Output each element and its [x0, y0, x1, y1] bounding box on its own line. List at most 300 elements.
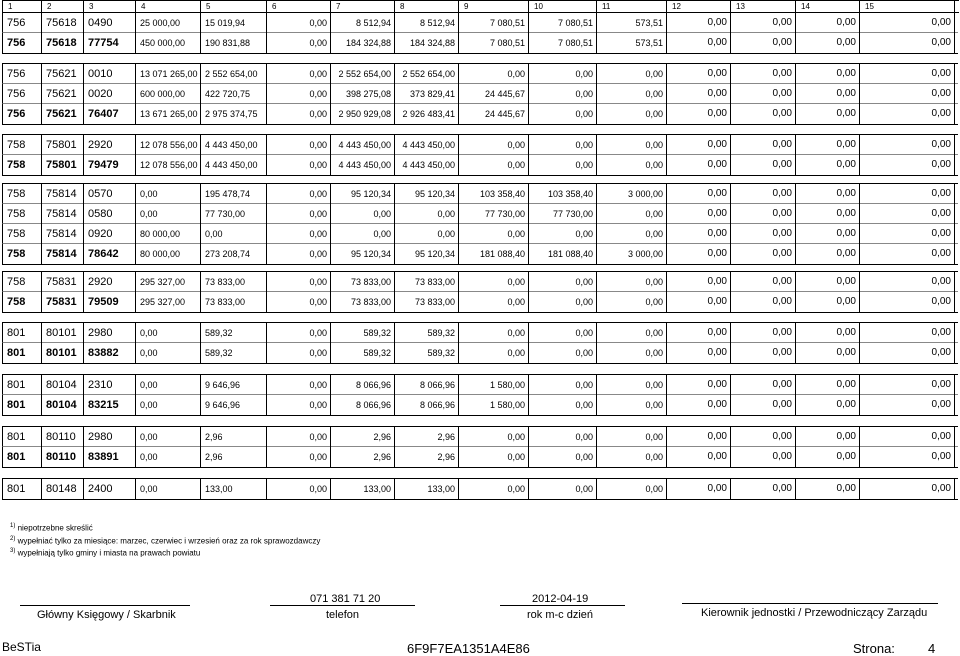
row-group	[2, 271, 958, 313]
cell-col-14: 0,00	[796, 375, 860, 395]
subtotal-row	[2, 447, 958, 467]
cell-col-10: 0,00	[529, 292, 597, 312]
cell-col-1: 801	[3, 395, 42, 415]
cell-col-15: 0,00	[860, 272, 955, 292]
cell-col-2: 80101	[42, 323, 84, 343]
cell-col-10: 0,00	[529, 343, 597, 363]
cell-col-4: 0,00	[136, 323, 201, 343]
cell-col-12: 0,00	[667, 272, 731, 292]
column-number-4: 4	[136, 1, 201, 12]
cell-col-4: 80 000,00	[136, 224, 201, 244]
cell-col-1: 756	[3, 13, 42, 33]
cell-col-5: 2,96	[201, 427, 267, 447]
cell-col-10: 7 080,51	[529, 13, 597, 33]
cell-col-4: 13 671 265,00	[136, 104, 201, 124]
cell-col-6: 0,00	[267, 479, 331, 499]
cell-col-6: 0,00	[267, 447, 331, 467]
cell-col-8: 95 120,34	[395, 184, 459, 204]
cell-col-5: 2 552 654,00	[201, 64, 267, 84]
cell-col-12: 0,00	[667, 104, 731, 124]
cell-col-1: 758	[3, 292, 42, 312]
cell-col-10: 0,00	[529, 224, 597, 244]
cell-col-7: 73 833,00	[331, 272, 395, 292]
cell-col-2: 75831	[42, 272, 84, 292]
cell-col-1: 801	[3, 375, 42, 395]
cell-col-9: 181 088,40	[459, 244, 529, 264]
table-row	[2, 479, 958, 499]
cell-col-8: 373 829,41	[395, 84, 459, 104]
cell-col-14: 0,00	[796, 84, 860, 104]
table-row	[2, 13, 958, 33]
cell-col-1: 801	[3, 323, 42, 343]
cell-col-3: 0570	[84, 184, 136, 204]
cell-col-5: 133,00	[201, 479, 267, 499]
cell-col-5: 0,00	[201, 224, 267, 244]
cell-col-13: 0,00	[731, 64, 796, 84]
cell-col-2: 75814	[42, 204, 84, 224]
cell-col-8: 95 120,34	[395, 244, 459, 264]
cell-col-5: 4 443 450,00	[201, 135, 267, 155]
cell-col-12: 0,00	[667, 155, 731, 175]
cell-col-3: 0010	[84, 64, 136, 84]
table-row	[2, 323, 958, 343]
table-row	[2, 135, 958, 155]
cell-col-2: 75618	[42, 13, 84, 33]
cell-col-1: 756	[3, 84, 42, 104]
cell-col-6: 0,00	[267, 272, 331, 292]
cell-col-6: 0,00	[267, 224, 331, 244]
cell-col-8: 4 443 450,00	[395, 155, 459, 175]
cell-col-15: 0,00	[860, 244, 955, 264]
cell-col-14: 0,00	[796, 184, 860, 204]
accountant-signature-line	[20, 605, 190, 606]
cell-col-1: 756	[3, 104, 42, 124]
cell-col-13: 0,00	[731, 427, 796, 447]
cell-col-8: 184 324,88	[395, 33, 459, 53]
cell-col-13: 0,00	[731, 33, 796, 53]
cell-col-14: 0,00	[796, 427, 860, 447]
cell-col-4: 12 078 556,00	[136, 155, 201, 175]
cell-col-12: 0,00	[667, 33, 731, 53]
row-group	[2, 183, 958, 265]
cell-col-4: 13 071 265,00	[136, 64, 201, 84]
cell-col-5: 2,96	[201, 447, 267, 467]
cell-col-14: 0,00	[796, 292, 860, 312]
accountant-label: Główny Księgowy / Skarbnik	[37, 609, 176, 621]
cell-col-15: 0,00	[860, 104, 955, 124]
subtotal-row	[2, 244, 958, 264]
cell-col-2: 75814	[42, 224, 84, 244]
cell-col-11: 573,51	[597, 13, 667, 33]
cell-col-7: 2 552 654,00	[331, 64, 395, 84]
cell-col-15: 0,00	[860, 343, 955, 363]
cell-col-4: 600 000,00	[136, 84, 201, 104]
row-group	[2, 322, 958, 364]
cell-col-9: 0,00	[459, 272, 529, 292]
cell-col-15: 0,00	[860, 224, 955, 244]
cell-col-1: 801	[3, 479, 42, 499]
cell-col-3: 2400	[84, 479, 136, 499]
cell-col-12: 0,00	[667, 292, 731, 312]
cell-col-2: 75621	[42, 104, 84, 124]
cell-col-8: 133,00	[395, 479, 459, 499]
cell-col-4: 295 327,00	[136, 272, 201, 292]
cell-col-11: 0,00	[597, 204, 667, 224]
cell-col-4: 295 327,00	[136, 292, 201, 312]
cell-col-13: 0,00	[731, 204, 796, 224]
cell-col-5: 73 833,00	[201, 292, 267, 312]
cell-col-3: 0020	[84, 84, 136, 104]
cell-col-7: 2 950 929,08	[331, 104, 395, 124]
cell-col-7: 0,00	[331, 204, 395, 224]
cell-col-7: 95 120,34	[331, 244, 395, 264]
cell-col-1: 756	[3, 33, 42, 53]
column-number-10: 10	[529, 1, 597, 12]
cell-col-11: 0,00	[597, 343, 667, 363]
column-number-8: 8	[395, 1, 459, 12]
cell-col-2: 75814	[42, 184, 84, 204]
cell-col-12: 0,00	[667, 135, 731, 155]
cell-col-7: 133,00	[331, 479, 395, 499]
cell-col-8: 8 512,94	[395, 13, 459, 33]
cell-col-15: 0,00	[860, 155, 955, 175]
column-number-11: 11	[597, 1, 667, 12]
cell-col-8: 2,96	[395, 447, 459, 467]
cell-col-3: 76407	[84, 104, 136, 124]
cell-col-15: 0,00	[860, 323, 955, 343]
cell-col-10: 0,00	[529, 135, 597, 155]
cell-col-7: 4 443 450,00	[331, 155, 395, 175]
footnotes	[10, 521, 320, 559]
cell-col-11: 0,00	[597, 64, 667, 84]
cell-col-6: 0,00	[267, 104, 331, 124]
date-line	[500, 605, 625, 606]
cell-col-8: 0,00	[395, 224, 459, 244]
cell-col-10: 77 730,00	[529, 204, 597, 224]
cell-col-14: 0,00	[796, 13, 860, 33]
cell-col-6: 0,00	[267, 427, 331, 447]
subtotal-row	[2, 395, 958, 415]
cell-col-12: 0,00	[667, 64, 731, 84]
cell-col-10: 0,00	[529, 375, 597, 395]
cell-col-3: 2310	[84, 375, 136, 395]
cell-col-2: 75801	[42, 155, 84, 175]
cell-col-11: 0,00	[597, 323, 667, 343]
cell-col-13: 0,00	[731, 244, 796, 264]
cell-col-4: 80 000,00	[136, 244, 201, 264]
cell-col-14: 0,00	[796, 224, 860, 244]
cell-col-9: 1 580,00	[459, 375, 529, 395]
cell-col-13: 0,00	[731, 395, 796, 415]
cell-col-15: 0,00	[860, 427, 955, 447]
cell-col-4: 0,00	[136, 447, 201, 467]
cell-col-11: 0,00	[597, 104, 667, 124]
cell-col-4: 0,00	[136, 204, 201, 224]
cell-col-5: 4 443 450,00	[201, 155, 267, 175]
cell-col-2: 80110	[42, 447, 84, 467]
subtotal-row	[2, 104, 958, 124]
cell-col-8: 2,96	[395, 427, 459, 447]
cell-col-11: 0,00	[597, 84, 667, 104]
cell-col-15: 0,00	[860, 184, 955, 204]
cell-col-3: 0920	[84, 224, 136, 244]
subtotal-row	[2, 343, 958, 363]
cell-col-10: 0,00	[529, 155, 597, 175]
cell-col-1: 801	[3, 447, 42, 467]
cell-col-15: 0,00	[860, 292, 955, 312]
cell-col-2: 75621	[42, 64, 84, 84]
cell-col-12: 0,00	[667, 204, 731, 224]
cell-col-9: 0,00	[459, 155, 529, 175]
phone-value: 071 381 71 20	[310, 593, 381, 605]
cell-col-11: 0,00	[597, 447, 667, 467]
cell-col-15: 0,00	[860, 479, 955, 499]
cell-col-1: 758	[3, 155, 42, 175]
cell-col-1: 758	[3, 204, 42, 224]
table-row	[2, 375, 958, 395]
cell-col-11: 0,00	[597, 272, 667, 292]
cell-col-7: 589,32	[331, 343, 395, 363]
cell-col-9: 0,00	[459, 64, 529, 84]
cell-col-6: 0,00	[267, 64, 331, 84]
cell-col-11: 3 000,00	[597, 184, 667, 204]
cell-col-2: 75621	[42, 84, 84, 104]
cell-col-4: 0,00	[136, 375, 201, 395]
cell-col-2: 80104	[42, 395, 84, 415]
page-label: Strona:	[853, 641, 895, 656]
app-name: BeSTia	[2, 640, 41, 654]
cell-col-9: 7 080,51	[459, 13, 529, 33]
row-group	[2, 478, 958, 500]
cell-col-4: 450 000,00	[136, 33, 201, 53]
cell-col-9: 77 730,00	[459, 204, 529, 224]
cell-col-7: 8 066,96	[331, 375, 395, 395]
cell-col-6: 0,00	[267, 375, 331, 395]
cell-col-14: 0,00	[796, 244, 860, 264]
cell-col-3: 2920	[84, 135, 136, 155]
cell-col-5: 73 833,00	[201, 272, 267, 292]
subtotal-row	[2, 33, 958, 53]
cell-col-8: 8 066,96	[395, 395, 459, 415]
cell-col-2: 75831	[42, 292, 84, 312]
cell-col-7: 589,32	[331, 323, 395, 343]
cell-col-13: 0,00	[731, 343, 796, 363]
cell-col-12: 0,00	[667, 447, 731, 467]
cell-col-3: 77754	[84, 33, 136, 53]
date-value: 2012-04-19	[532, 593, 589, 605]
cell-col-6: 0,00	[267, 395, 331, 415]
cell-col-14: 0,00	[796, 33, 860, 53]
cell-col-2: 75801	[42, 135, 84, 155]
cell-col-13: 0,00	[731, 84, 796, 104]
cell-col-15: 0,00	[860, 135, 955, 155]
cell-col-10: 0,00	[529, 447, 597, 467]
cell-col-7: 2,96	[331, 427, 395, 447]
cell-col-10: 0,00	[529, 84, 597, 104]
subtotal-row	[2, 155, 958, 175]
cell-col-11: 0,00	[597, 135, 667, 155]
cell-col-8: 2 926 483,41	[395, 104, 459, 124]
cell-col-1: 758	[3, 272, 42, 292]
cell-col-10: 0,00	[529, 64, 597, 84]
cell-col-12: 0,00	[667, 224, 731, 244]
cell-col-13: 0,00	[731, 323, 796, 343]
cell-col-11: 573,51	[597, 33, 667, 53]
row-group	[2, 374, 958, 416]
cell-col-7: 95 120,34	[331, 184, 395, 204]
cell-col-15: 0,00	[860, 33, 955, 53]
cell-col-12: 0,00	[667, 13, 731, 33]
cell-col-10: 0,00	[529, 323, 597, 343]
cell-col-9: 0,00	[459, 479, 529, 499]
cell-col-6: 0,00	[267, 135, 331, 155]
cell-col-5: 15 019,94	[201, 13, 267, 33]
cell-col-9: 0,00	[459, 343, 529, 363]
cell-col-14: 0,00	[796, 272, 860, 292]
cell-col-11: 3 000,00	[597, 244, 667, 264]
cell-col-14: 0,00	[796, 104, 860, 124]
cell-col-8: 0,00	[395, 204, 459, 224]
footnote-3: $^{3)}$ wypełniają tylko gminy i miasta na prawach powiatu	[10, 548, 201, 558]
cell-col-3: 0580	[84, 204, 136, 224]
column-number-13: 13	[731, 1, 796, 12]
row-group	[2, 12, 958, 54]
cell-col-7: 2,96	[331, 447, 395, 467]
cell-col-14: 0,00	[796, 479, 860, 499]
cell-col-5: 2 975 374,75	[201, 104, 267, 124]
cell-col-13: 0,00	[731, 272, 796, 292]
cell-col-9: 0,00	[459, 427, 529, 447]
cell-col-11: 0,00	[597, 375, 667, 395]
cell-col-6: 0,00	[267, 184, 331, 204]
cell-col-12: 0,00	[667, 84, 731, 104]
cell-col-10: 181 088,40	[529, 244, 597, 264]
cell-col-10: 103 358,40	[529, 184, 597, 204]
table-row	[2, 224, 958, 244]
cell-col-15: 0,00	[860, 84, 955, 104]
cell-col-12: 0,00	[667, 343, 731, 363]
cell-col-9: 0,00	[459, 447, 529, 467]
cell-col-7: 8 066,96	[331, 395, 395, 415]
cell-col-10: 7 080,51	[529, 33, 597, 53]
cell-col-7: 398 275,08	[331, 84, 395, 104]
table-row	[2, 64, 958, 84]
cell-col-4: 0,00	[136, 479, 201, 499]
cell-col-1: 756	[3, 64, 42, 84]
cell-col-12: 0,00	[667, 184, 731, 204]
cell-col-3: 0490	[84, 13, 136, 33]
cell-col-13: 0,00	[731, 447, 796, 467]
cell-col-14: 0,00	[796, 343, 860, 363]
cell-col-8: 73 833,00	[395, 292, 459, 312]
cell-col-3: 79509	[84, 292, 136, 312]
cell-col-2: 75618	[42, 33, 84, 53]
cell-col-11: 0,00	[597, 395, 667, 415]
footnote-1: $^{1)}$ niepotrzebne skreślić	[10, 523, 93, 533]
cell-col-15: 0,00	[860, 447, 955, 467]
cell-col-12: 0,00	[667, 395, 731, 415]
cell-col-10: 0,00	[529, 104, 597, 124]
cell-col-3: 78642	[84, 244, 136, 264]
cell-col-5: 589,32	[201, 343, 267, 363]
cell-col-9: 1 580,00	[459, 395, 529, 415]
cell-col-7: 0,00	[331, 224, 395, 244]
cell-col-9: 0,00	[459, 224, 529, 244]
cell-col-12: 0,00	[667, 375, 731, 395]
cell-col-6: 0,00	[267, 292, 331, 312]
phone-line	[270, 605, 415, 606]
cell-col-2: 80104	[42, 375, 84, 395]
cell-col-12: 0,00	[667, 323, 731, 343]
cell-col-5: 9 646,96	[201, 375, 267, 395]
cell-col-7: 8 512,94	[331, 13, 395, 33]
page-number: 4	[928, 641, 936, 656]
cell-col-11: 0,00	[597, 479, 667, 499]
cell-col-8: 589,32	[395, 343, 459, 363]
column-number-14: 14	[796, 1, 860, 12]
table-row	[2, 204, 958, 224]
cell-col-4: 25 000,00	[136, 13, 201, 33]
cell-col-1: 758	[3, 135, 42, 155]
cell-col-15: 0,00	[860, 64, 955, 84]
column-number-9: 9	[459, 1, 529, 12]
cell-col-4: 0,00	[136, 343, 201, 363]
cell-col-5: 422 720,75	[201, 84, 267, 104]
cell-col-7: 73 833,00	[331, 292, 395, 312]
cell-col-4: 0,00	[136, 395, 201, 415]
cell-col-14: 0,00	[796, 204, 860, 224]
cell-col-15: 0,00	[860, 204, 955, 224]
cell-col-15: 0,00	[860, 395, 955, 415]
row-group	[2, 134, 958, 176]
cell-col-6: 0,00	[267, 155, 331, 175]
cell-col-3: 83215	[84, 395, 136, 415]
cell-col-2: 80110	[42, 427, 84, 447]
cell-col-7: 184 324,88	[331, 33, 395, 53]
cell-col-13: 0,00	[731, 155, 796, 175]
cell-col-2: 80101	[42, 343, 84, 363]
cell-col-2: 75814	[42, 244, 84, 264]
cell-col-5: 77 730,00	[201, 204, 267, 224]
cell-col-5: 195 478,74	[201, 184, 267, 204]
cell-col-4: 0,00	[136, 427, 201, 447]
cell-col-9: 0,00	[459, 135, 529, 155]
head-signature-line	[682, 603, 938, 604]
cell-col-12: 0,00	[667, 479, 731, 499]
cell-col-5: 273 208,74	[201, 244, 267, 264]
cell-col-13: 0,00	[731, 292, 796, 312]
cell-col-6: 0,00	[267, 13, 331, 33]
cell-col-3: 2920	[84, 272, 136, 292]
column-number-6: 6	[267, 1, 331, 12]
column-number-2: 2	[42, 1, 84, 12]
cell-col-10: 0,00	[529, 272, 597, 292]
cell-col-11: 0,00	[597, 292, 667, 312]
cell-col-7: 4 443 450,00	[331, 135, 395, 155]
cell-col-1: 801	[3, 427, 42, 447]
cell-col-10: 0,00	[529, 395, 597, 415]
cell-col-6: 0,00	[267, 33, 331, 53]
cell-col-3: 79479	[84, 155, 136, 175]
cell-col-8: 2 552 654,00	[395, 64, 459, 84]
cell-col-12: 0,00	[667, 244, 731, 264]
cell-col-13: 0,00	[731, 104, 796, 124]
cell-col-1: 801	[3, 343, 42, 363]
cell-col-8: 589,32	[395, 323, 459, 343]
date-label: rok m-c dzień	[527, 609, 594, 621]
cell-col-13: 0,00	[731, 224, 796, 244]
cell-col-9: 0,00	[459, 292, 529, 312]
